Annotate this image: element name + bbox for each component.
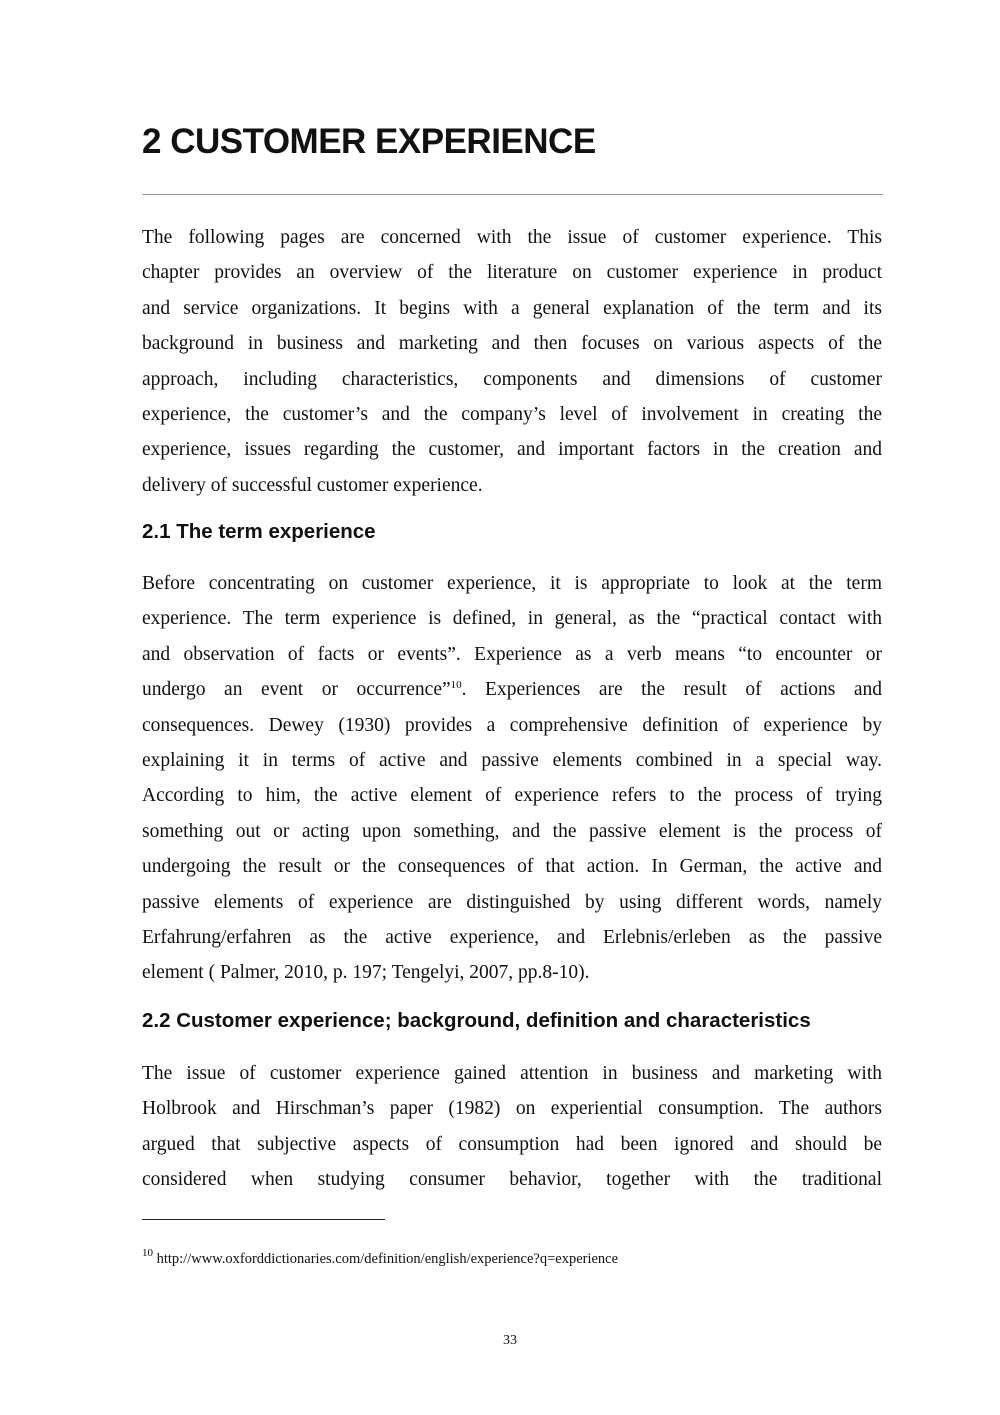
title-divider: [142, 194, 883, 195]
term-experience-paragraph: [142, 566, 882, 991]
footnote-number: 10: [142, 1247, 153, 1259]
text-line: experience. The term experience is defined, in general, as the “practical contact with: [142, 608, 882, 630]
text-line: approach, including characteristics, components and dimensions of customer: [142, 368, 882, 390]
page-number: 33: [503, 1333, 517, 1348]
text-line: According to him, the active element of experience refers to the process of trying: [142, 785, 882, 807]
text-line: delivery of successful customer experience.: [142, 474, 483, 496]
text-line: experience, issues regarding the customer, and important factors in the creation and: [142, 439, 882, 461]
text-line: [142, 672, 882, 707]
text-line: Holbrook and Hirschman’s paper (1982) on experiential consumption. The authors: [142, 1098, 882, 1120]
line-text: undergo an event or occurrence”: [142, 679, 451, 701]
text-line: something out or acting upon something, and the passive element is the process of: [142, 820, 882, 842]
text-line: undergoing the result or the consequences of that action. In German, the active and: [142, 856, 882, 878]
text-line: Erfahrung/erfahren as the active experience, and Erlebnis/erleben as the passive: [142, 926, 882, 948]
footnote-ref: 10: [450, 679, 462, 692]
text-line: explaining it in terms of active and passive elements combined in a special way.: [142, 749, 882, 771]
text-line: The following pages are concerned with the issue of customer experience. This: [142, 227, 882, 248]
section-heading-2-2: 2.2 Customer experience; background, definition and characteristics: [142, 1009, 811, 1032]
section-heading-2-1: 2.1 The term experience: [142, 520, 376, 543]
text-line: considered when studying consumer behavior, together with the traditional: [142, 1169, 882, 1191]
footnote: [142, 1247, 619, 1268]
footnote-divider: [142, 1219, 385, 1220]
text-line: and observation of facts or events”. Experience as a verb means “to encounter or: [142, 643, 882, 665]
customer-experience-paragraph: [142, 1056, 882, 1198]
text-line: background in business and marketing and then focuses on various aspects of the: [142, 333, 882, 355]
text-line: chapter provides an overview of the literature on customer experience in product: [142, 262, 882, 284]
text-line: passive elements of experience are distinguished by using different words, namely: [142, 891, 882, 913]
text-line: experience, the customer’s and the company’s level of involvement in creating the: [142, 403, 882, 425]
text-line: Before concentrating on customer experience, it is appropriate to look at the term: [142, 573, 882, 594]
text-line: argued that subjective aspects of consumption had been ignored and should be: [142, 1133, 882, 1155]
text-line: element ( Palmer, 2010, p. 197; Tengelyi, 2007, pp.8-10).: [142, 962, 590, 984]
line-text: . Experiences are the result of actions and: [461, 679, 882, 701]
footnote-link[interactable]: http://www.oxforddictionaries.com/definition/english/experience?q=experience: [153, 1251, 619, 1267]
text-line: consequences. Dewey (1930) provides a comprehensive definition of experience by: [142, 714, 882, 736]
text-line: and service organizations. It begins with a general explanation of the term and its: [142, 297, 882, 319]
intro-paragraph: [142, 220, 882, 503]
text-line: The issue of customer experience gained attention in business and marketing with: [142, 1063, 882, 1084]
chapter-title: 2 CUSTOMER EXPERIENCE: [142, 122, 596, 161]
